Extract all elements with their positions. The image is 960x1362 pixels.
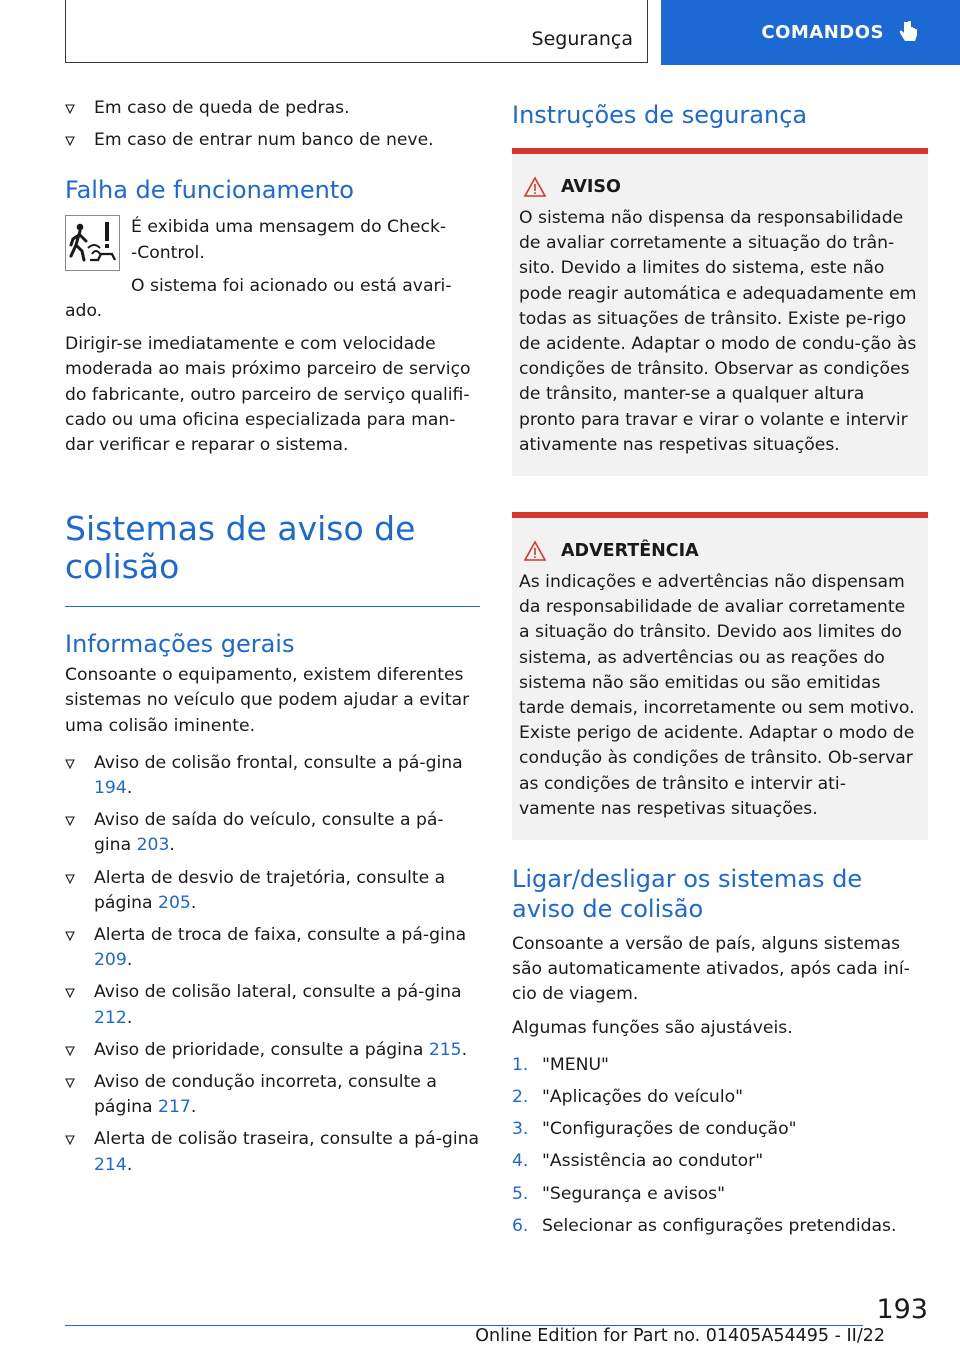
aviso-body: O sistema não dispensa da responsabilidade de avaliar corretamente a situação do trân-sito. Devido a limites do sistema, este não pode reagir automática e adequadamente em todas as situações de trânsito. Existe pe-rigo de acidente. Adaptar o modo de condu-ção às condições de trânsito. Observar as condições de trânsito, manter-se a qualquer altura pronto para travar e virar o volante e intervir ativamente nas respetivas situações.: [519, 208, 917, 455]
general-info-intro: Consoante o equipamento, existem diferentes sistemas no veículo que podem ajudar a evitar uma colisão iminente.: [65, 665, 470, 736]
triangle-bullet-icon: [65, 759, 75, 769]
advertencia-title: ADVERTÊNCIA: [561, 541, 699, 562]
steps-list: [512, 1053, 930, 1239]
bullet-text: Aviso de condução incorreta, consulte a página: [94, 1072, 437, 1118]
list-item: Aviso de colisão lateral, consulte a pá-gina 212.: [65, 980, 480, 1030]
toggle-heading: Ligar/desligar os sistemas de aviso de colisão: [512, 865, 863, 924]
aviso-box: [512, 148, 928, 476]
list-item: Alerta de troca de faixa, consulte a pá-gina 209.: [65, 923, 480, 973]
header-tab-label: COMANDOS: [761, 22, 884, 43]
step-number: 2.: [512, 1087, 529, 1108]
aviso-title: AVISO: [561, 177, 621, 197]
page-link[interactable]: 212: [94, 1007, 127, 1028]
page-link[interactable]: 214: [94, 1154, 127, 1175]
section-divider: [65, 606, 480, 607]
advertencia-title-row: [523, 540, 921, 562]
page-link[interactable]: 217: [158, 1097, 191, 1118]
bullet-text: Aviso de prioridade, consulte a página: [94, 1039, 429, 1060]
triangle-bullet-icon: [65, 136, 75, 146]
advertencia-body: As indicações e advertências não dispensam da responsabilidade de avaliar corretamente a situação do trânsito. Devido aos limites do sistema, as advertências ou as reações do sistema não são emitidas ou são emitidas tarde demais, incorretamente ou sem motivo. Existe perigo de acidente. Adaptar o modo de condução às condições de trânsito. Ob-servar as condições de trânsito e intervir ati-vamente nas respetivas situações.: [519, 572, 915, 819]
step-text: "Aplicações do veículo": [542, 1087, 744, 1108]
page-link[interactable]: 205: [158, 892, 191, 913]
step-number: 5.: [512, 1183, 529, 1204]
header-section-box: [65, 0, 648, 63]
bullet-text: Em caso de entrar num banco de neve.: [94, 130, 434, 151]
bullet-text: Alerta de desvio de trajetória, consulte a página: [94, 867, 446, 913]
warning-triangle-icon: [523, 176, 547, 198]
left-column: [65, 96, 480, 1185]
toggle-text-2: Algumas funções são ajustáveis.: [512, 1017, 793, 1038]
list-item: [512, 1053, 930, 1078]
page-link[interactable]: 209: [94, 950, 127, 971]
page-link[interactable]: 215: [428, 1039, 462, 1060]
malfunction-text-2: O sistema foi acionado ou está avari- ado.: [65, 275, 452, 322]
bullet-text: Aviso de saída do veículo, consulte a pá-gina: [94, 810, 444, 856]
list-item: Aviso de saída do veículo, consulte a pá-gina 203.: [65, 808, 480, 858]
safety-heading: Instruções de segurança: [512, 101, 808, 129]
list-item: [512, 1182, 930, 1207]
list-item: [512, 1117, 930, 1142]
step-text: "MENU": [542, 1054, 609, 1075]
bullet-text: Alerta de troca de faixa, consulte a pá-gina: [94, 925, 467, 946]
page-number: 193: [876, 1294, 928, 1325]
bullet-text: Em caso de queda de pedras.: [94, 98, 350, 118]
step-number: 3.: [512, 1119, 529, 1140]
toggle-text-1: Consoante a versão de país, alguns sistemas são automaticamente ativados, após cada iní-cio de viagem.: [512, 934, 910, 1005]
malfunction-text-1: É exibida uma mensagem do Check- -Control.: [131, 217, 447, 263]
list-item: Alerta de desvio de trajetória, consulte a página 205.: [65, 866, 480, 916]
list-item: [512, 1149, 930, 1174]
step-text: "Segurança e avisos": [542, 1183, 725, 1204]
right-column: [512, 96, 930, 1246]
footer-edition: Online Edition for Part no. 01405A54495 - II/22: [475, 1326, 885, 1346]
step-text: Selecionar as configurações pretendidas.: [542, 1215, 897, 1236]
step-text: "Configurações de condução": [542, 1119, 797, 1140]
header-tab-commands[interactable]: [661, 0, 960, 65]
triangle-bullet-icon: [65, 874, 75, 884]
aviso-title-row: [523, 176, 921, 198]
list-item: [512, 1085, 930, 1110]
list-item: Aviso de prioridade, consulte a página 215.: [65, 1038, 480, 1063]
triangle-bullet-icon: [65, 1046, 75, 1056]
general-info-heading: Informações gerais: [65, 630, 295, 659]
list-item: [65, 96, 480, 121]
triangle-bullet-icon: [65, 816, 75, 826]
list-item: [65, 128, 480, 153]
page-link[interactable]: 194: [94, 778, 127, 799]
malfunction-heading: Falha de funcionamento: [65, 176, 354, 205]
triangle-bullet-icon: [65, 931, 75, 941]
bullet-text: Alerta de colisão traseira, consulte a pá-gina: [94, 1129, 480, 1150]
malfunction-text-3: Dirigir-se imediatamente e com velocidade moderada ao mais próximo parceiro de serviço do fabricante, outro parceiro de serviço qualifi-cado ou uma oficina especializada para man-dar verificar e reparar o sistema.: [65, 334, 471, 456]
warning-triangle-icon: [523, 540, 547, 562]
list-item: [512, 1214, 930, 1239]
bullet-text: Aviso de colisão lateral, consulte a pá-gina: [94, 982, 462, 1003]
triangle-bullet-icon: [65, 1135, 75, 1145]
list-item: Alerta de colisão traseira, consulte a pá-gina 214.: [65, 1127, 480, 1177]
page-link[interactable]: 203: [136, 835, 170, 856]
warning-systems-list: [65, 751, 480, 1178]
list-item: Aviso de colisão frontal, consulte a pá-gina 194.: [65, 751, 480, 801]
top-bullet-list: [65, 96, 480, 153]
triangle-bullet-icon: [65, 1078, 75, 1088]
step-text: "Assistência ao condutor": [542, 1151, 764, 1172]
pedestrian-warning-icon: [65, 215, 120, 271]
pointing-hand-icon: [898, 20, 920, 46]
triangle-bullet-icon: [65, 104, 75, 114]
triangle-bullet-icon: [65, 988, 75, 998]
malfunction-block: [65, 215, 480, 458]
list-item: Aviso de condução incorreta, consulte a página 217.: [65, 1070, 480, 1120]
header-section-title: Segurança: [531, 28, 633, 50]
advertencia-box: [512, 512, 928, 840]
bullet-text: Aviso de colisão frontal, consulte a pá-gina: [94, 752, 463, 773]
step-number: 6.: [512, 1215, 529, 1236]
step-number: 1.: [512, 1054, 529, 1075]
step-number: 4.: [512, 1151, 529, 1172]
section-title: Sistemas de aviso de colisão: [65, 509, 416, 587]
